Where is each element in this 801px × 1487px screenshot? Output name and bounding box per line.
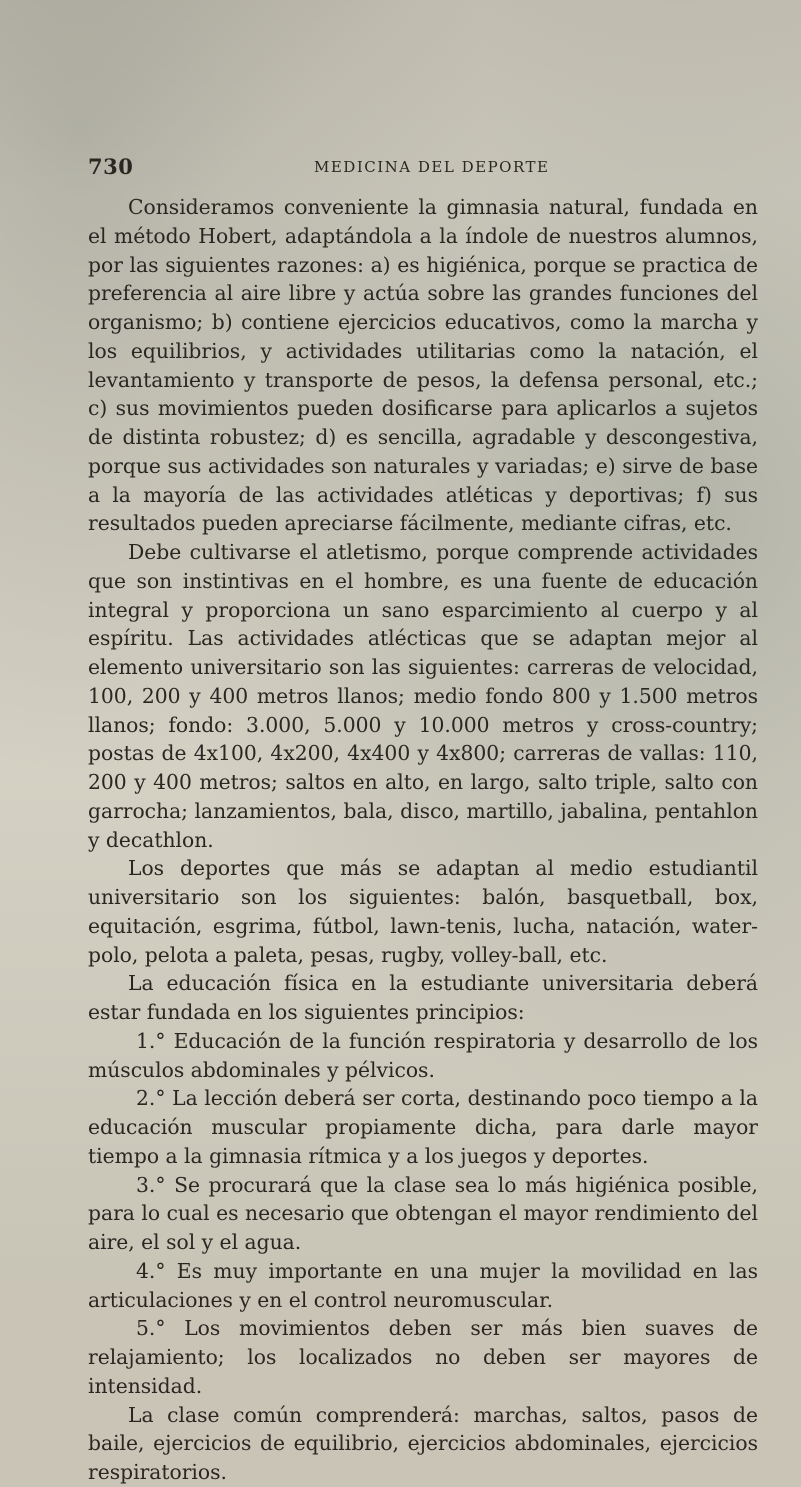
principle-3: 3.° Se procurará que la clase sea lo más higiénica posible, para lo cual es necesario que obtengan el mayor rendimiento del aire, el sol y el agua. (88, 1172, 758, 1254)
principle-4: 4.° Es muy importante en una mujer la movilidad en las articulaciones y en el control neuromuscular. (88, 1258, 758, 1312)
principle-1: 1.° Educación de la función respiratoria y desarrollo de los músculos abdominales y pélvicos. (88, 1028, 758, 1082)
paragraph-deportes: Los deportes que más se adaptan al medio estudiantil universitario son los siguientes: balón, basquetball, box, equitación, esgrima, fútbol, lawn-tenis, lucha, natación, water-polo, pelota a paleta, pesas, rugby, volley-ball, etc. (88, 856, 758, 967)
running-head: MEDICINA DEL DEPORTE (314, 158, 550, 176)
principle-5: 5.° Los movimientos deben ser más bien suaves de relajamiento; los localizados no deben ser mayores de intensidad. (88, 1316, 758, 1398)
paragraph-atletismo: Debe cultivarse el atletismo, porque comprende actividades que son instintivas en el hombre, es una fuente de educación integral y proporciona un sano esparcimiento al cuerpo y al espíritu. Las actividades atlécticas que se adaptan mejor al elemento universitario son las siguientes: carreras de velocidad, 100, 200 y 400 metros llanos; medio fondo 800 y 1.500 metros llanos; fondo: 3.000, 5.000 y 10.000 metros y cross-country; postas de 4x100, 4x200, 4x400 y 4x800; carreras de vallas: 110, 200 y 400 metros; saltos en alto, en largo, salto triple, salto con garrocha; lanzamientos, bala, disco, martillo, jabalina, pentahlon y decathlon. (88, 540, 758, 852)
paragraph-gimnasia-natural: Consideramos conveniente la gimnasia natural, fundada en el método Hobert, adaptándola a la índole de nuestros alumnos, por las siguientes razones: a) es higiénica, porque se practica de preferencia al aire libre y actúa sobre las grandes funciones del organismo; b) contiene ejercicios educativos, como la marcha y los equilibrios, y actividades utilitarias como la natación, el levantamiento y transporte de pesos, la defensa personal, etc.; c) sus movimientos pueden dosificarse para aplicarlos a sujetos de distinta robustez; d) es sencilla, agradable y descongestiva, porque sus actividades son naturales y variadas; e) sirve de base a la mayoría de las actividades atléticas y deportivas; f) sus resultados pueden apreciarse fácilmente, mediante cifras, etc. (88, 195, 758, 536)
body-text (88, 193, 758, 1487)
paragraph-clase-comun: La clase común comprenderá: marchas, saltos, pasos de baile, ejercicios de equilibrio, ejercicios abdominales, ejercicios respiratorios. (88, 1402, 758, 1484)
paragraph-educacion-fisica-estudiante: La educación física en la estudiante universitaria deberá estar fundada en los siguientes principios: (88, 971, 758, 1024)
principle-2: 2.° La lección deberá ser corta, destinando poco tiempo a la educación muscular propiamente dicha, para darle mayor tiempo a la gimnasia rítmica y a los juegos y deportes. (88, 1086, 758, 1168)
page-header (88, 150, 761, 180)
page-number: 730 (88, 154, 134, 179)
